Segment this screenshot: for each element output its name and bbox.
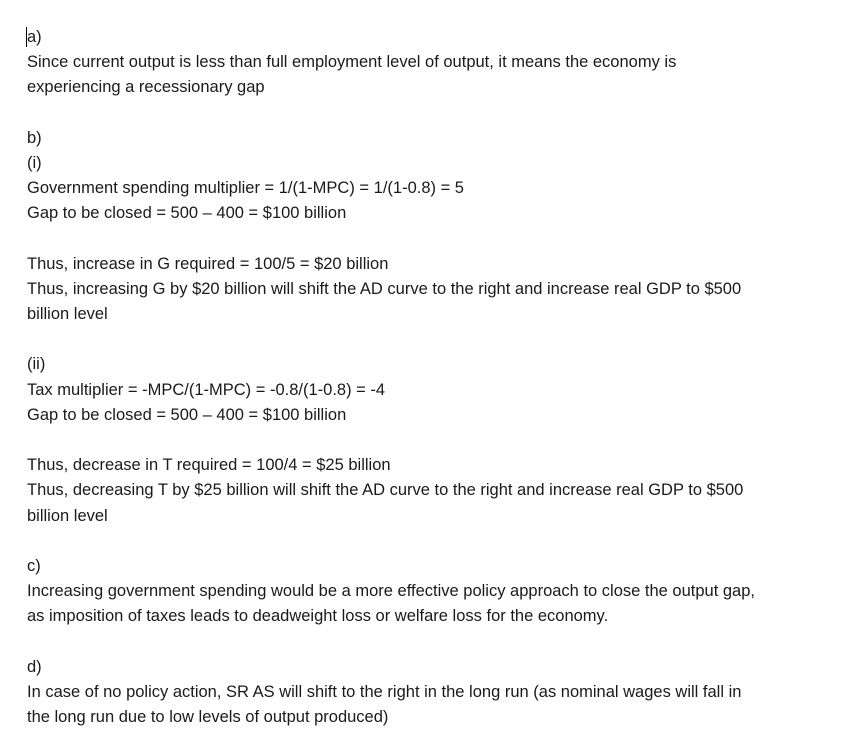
text-line: Thus, decreasing T by $25 billion will shift the AD curve to the right and increase real GDP to $500 — [27, 481, 744, 500]
text-line: billion level — [27, 506, 108, 525]
text-line: Gap to be closed = 500 – 400 = $100 billion — [27, 405, 347, 424]
blank-line — [27, 428, 837, 453]
text-line: the long run due to low levels of output produced) — [27, 708, 389, 727]
blank-line — [27, 101, 837, 126]
text-line: Thus, decrease in T required = 100/4 = $25 billion — [27, 456, 391, 475]
text-line: In case of no policy action, SR AS will shift to the right in the long run (as nominal wages will fall in — [27, 682, 742, 701]
text-line: experiencing a recessionary gap — [27, 78, 265, 97]
blank-line — [27, 227, 837, 252]
text-line: Government spending multiplier = 1/(1-MPC) = 1/(1-0.8) = 5 — [27, 179, 464, 198]
blank-line — [27, 529, 837, 554]
heading-a: a) — [27, 28, 42, 46]
heading-b: b) — [27, 128, 42, 147]
heading-d: d) — [27, 657, 42, 676]
text-line: Since current output is less than full employment level of output, it means the economy is — [27, 53, 677, 72]
text-line: Thus, increasing G by $20 billion will shift the AD curve to the right and increase real GDP to $500 — [27, 279, 742, 298]
text-line: Increasing government spending would be a more effective policy approach to close the output gap, — [27, 582, 755, 601]
text-line: Tax multiplier = -MPC/(1-MPC) = -0.8/(1-0.8) = -4 — [27, 380, 386, 399]
subheading-ii: (ii) — [27, 355, 46, 374]
document-body[interactable] — [27, 25, 837, 730]
text-line: as imposition of taxes leads to deadweight loss or welfare loss for the economy. — [27, 607, 609, 626]
subheading-i: (i) — [27, 153, 42, 172]
text-line: Gap to be closed = 500 – 400 = $100 billion — [27, 204, 347, 223]
text-line: billion level — [27, 305, 108, 324]
blank-line — [27, 327, 837, 352]
text-line: Thus, increase in G required = 100/5 = $20 billion — [27, 254, 389, 273]
heading-c: c) — [27, 556, 41, 575]
blank-line — [27, 630, 837, 655]
